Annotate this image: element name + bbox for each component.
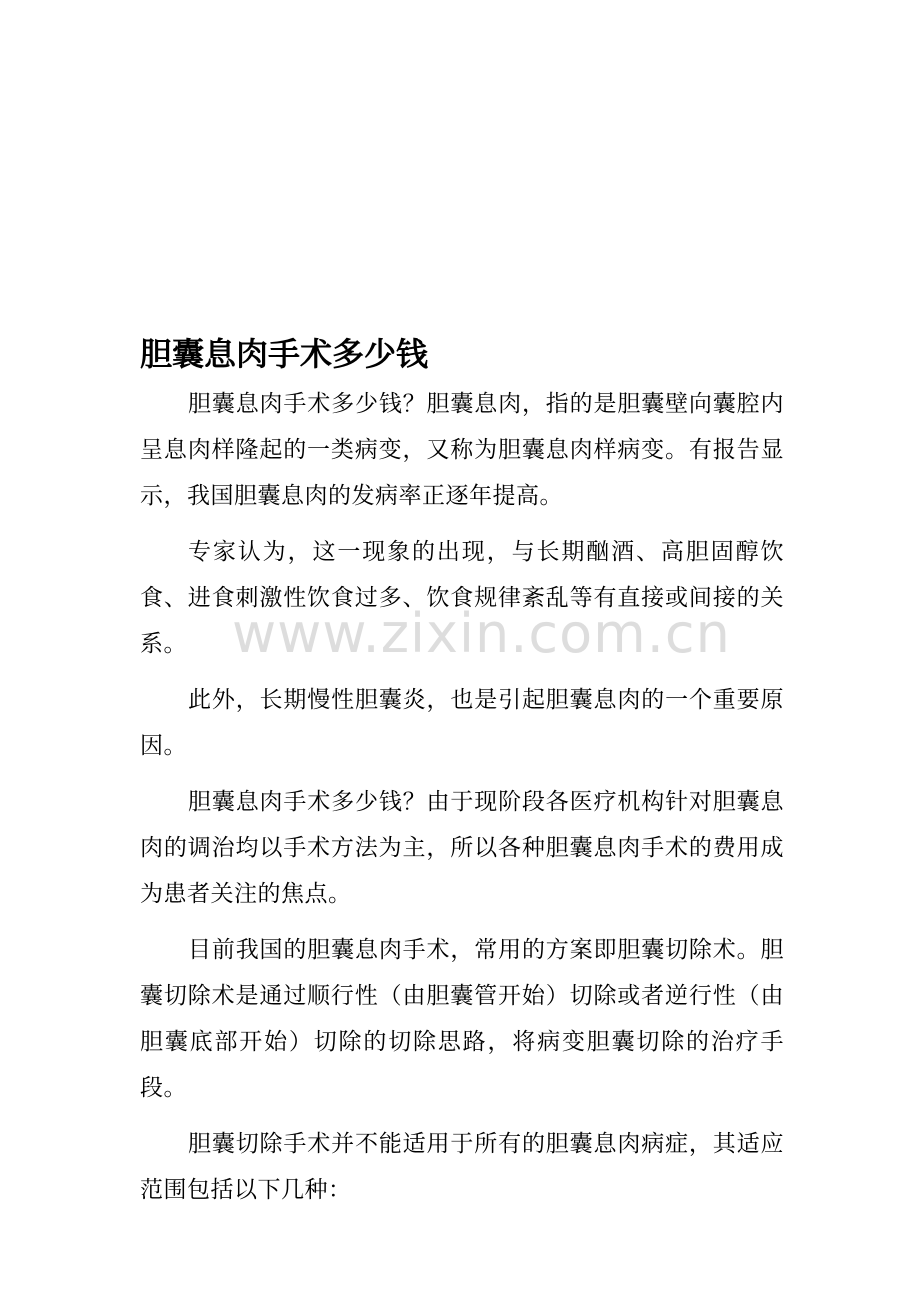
paragraph-6: 胆囊切除手术并不能适用于所有的胆囊息肉病症，其适应范围包括以下几种： [140, 1131, 784, 1203]
paragraph-5: 目前我国的胆囊息肉手术，常用的方案即胆囊切除术。胆囊切除术是通过顺行性（由胆囊管开始）切除或者逆行性（由胆囊底部开始）切除的切除思路，将病变胆囊切除的治疗手段。 [140, 937, 784, 1101]
page-title: 胆囊息肉手术多少钱 [140, 335, 429, 373]
document-body [140, 381, 784, 1223]
paragraph-4: 胆囊息肉手术多少钱？由于现阶段各医疗机构针对胆囊息肉的调治均以手术方法为主，所以各种胆囊息肉手术的费用成为患者关注的焦点。 [140, 789, 784, 907]
paragraph-3: 此外，长期慢性胆囊炎，也是引起胆囊息肉的一个重要原因。 [140, 687, 784, 759]
watermark-text: www.zixin.com.cn [232, 602, 731, 665]
paragraph-2: 专家认为，这一现象的出现，与长期酗酒、高胆固醇饮食、进食刺激性饮食过多、饮食规律紊乱等有直接或间接的关系。 [140, 539, 784, 657]
paragraph-1: 胆囊息肉手术多少钱？胆囊息肉，指的是胆囊壁向囊腔内呈息肉样隆起的一类病变，又称为胆囊息肉样病变。有报告显示，我国胆囊息肉的发病率正逐年提高。 [140, 391, 784, 509]
